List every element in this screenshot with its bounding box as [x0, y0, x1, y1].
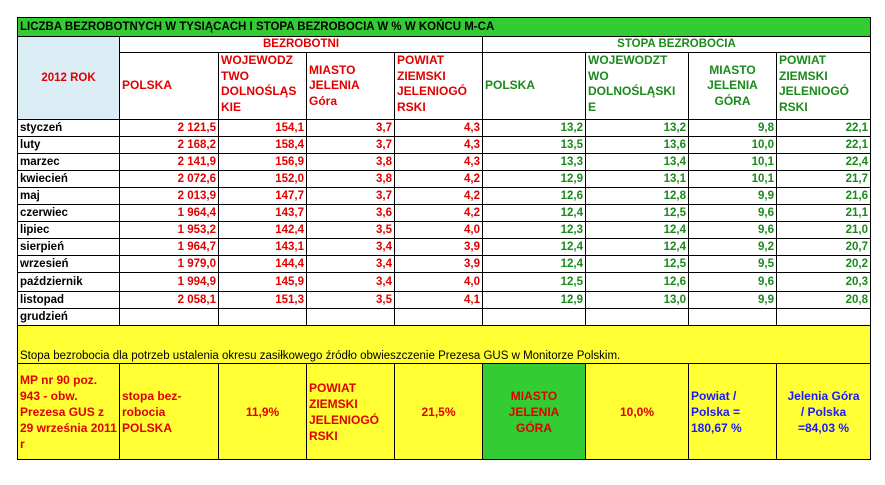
value-cell: 20,3	[777, 273, 871, 292]
powiat-rate-label: POWIAT ZIEMSKI JELENIOGÓ RSKI	[307, 364, 395, 460]
value-cell: 20,7	[777, 239, 871, 256]
value-cell: 158,4	[219, 137, 307, 154]
powiat-polska-ratio: Powiat / Polska = 180,67 %	[689, 364, 777, 460]
col-header-b-powiat: POWIAT ZIEMSKI JELENIOGÓ RSKI	[395, 53, 483, 120]
col-header-s-polska-label: POLSKA	[485, 78, 536, 93]
table-row	[18, 309, 871, 326]
value-cell: 3,5	[307, 222, 395, 239]
value-cell: 143,1	[219, 239, 307, 256]
month-cell: kwiecień	[18, 171, 120, 188]
month-cell: maj	[18, 188, 120, 205]
value-cell: 12,6	[483, 188, 586, 205]
value-cell: 12,3	[483, 222, 586, 239]
value-cell: 3,5	[307, 292, 395, 309]
value-cell: 12,4	[483, 239, 586, 256]
value-cell: 3,8	[307, 154, 395, 171]
miasto-rate-label: MIASTO JELENIA GÓRA	[483, 364, 586, 460]
value-cell: 12,4	[586, 239, 689, 256]
table-row	[18, 120, 871, 137]
value-cell: 21,7	[777, 171, 871, 188]
value-cell: 1 953,2	[120, 222, 219, 239]
note-text: Stopa bezrobocia dla potrzeb ustalenia okresu zasiłkowego źródło obwieszczenie Prezesa GUS w Monitorze Polskim.	[18, 326, 871, 364]
value-cell: 9,9	[689, 292, 777, 309]
value-cell: 4,2	[395, 171, 483, 188]
value-cell: 12,9	[483, 171, 586, 188]
month-cell: czerwiec	[18, 205, 120, 222]
value-cell	[120, 309, 219, 326]
value-cell: 3,9	[395, 239, 483, 256]
value-cell	[689, 309, 777, 326]
month-cell: grudzień	[18, 309, 120, 326]
value-cell: 142,4	[219, 222, 307, 239]
value-cell: 3,9	[395, 256, 483, 273]
value-cell: 13,1	[586, 171, 689, 188]
value-cell	[586, 309, 689, 326]
value-cell: 13,5	[483, 137, 586, 154]
value-cell: 21,1	[777, 205, 871, 222]
table-title: LICZBA BEZROBOTNYCH W TYSIĄCACH I STOPA BEZROBOCIA W % W KOŃCU M-CA	[18, 18, 871, 37]
value-cell: 156,9	[219, 154, 307, 171]
col-header-s-miasto: MIASTO JELENIA GÓRA	[689, 53, 777, 120]
value-cell: 13,3	[483, 154, 586, 171]
value-cell: 13,6	[586, 137, 689, 154]
value-cell: 3,8	[307, 171, 395, 188]
source-cell: MP nr 90 poz. 943 - obw. Prezesa GUS z 29 września 2011 r	[18, 364, 120, 460]
value-cell: 145,9	[219, 273, 307, 292]
table-row	[18, 205, 871, 222]
value-cell: 12,4	[483, 256, 586, 273]
month-cell: lipiec	[18, 222, 120, 239]
col-header-b-woj: WOJEWODZ TWO DOLNOŚLĄS KIE	[219, 53, 307, 120]
month-cell: sierpień	[18, 239, 120, 256]
value-cell: 9,5	[689, 256, 777, 273]
value-cell: 1 994,9	[120, 273, 219, 292]
value-cell: 12,9	[483, 292, 586, 309]
value-cell: 10,0	[689, 137, 777, 154]
value-cell: 12,4	[483, 205, 586, 222]
value-cell: 4,0	[395, 273, 483, 292]
jelenia-gora-polska-ratio: Jelenia Góra / Polska =84,03 %	[777, 364, 871, 460]
value-cell	[219, 309, 307, 326]
value-cell: 4,3	[395, 120, 483, 137]
table-row	[18, 154, 871, 171]
col-header-s-polska	[483, 53, 586, 120]
value-cell: 9,9	[689, 188, 777, 205]
value-cell: 144,4	[219, 256, 307, 273]
powiat-rate-value: 21,5%	[395, 364, 483, 460]
value-cell: 4,2	[395, 205, 483, 222]
value-cell: 147,7	[219, 188, 307, 205]
miasto-rate-value: 10,0%	[586, 364, 689, 460]
polska-rate-label: stopa bez-robocia POLSKA	[120, 364, 219, 460]
value-cell: 3,4	[307, 239, 395, 256]
value-cell: 2 072,6	[120, 171, 219, 188]
value-cell: 10,1	[689, 154, 777, 171]
value-cell: 10,1	[689, 171, 777, 188]
value-cell: 22,1	[777, 120, 871, 137]
year-label: 2012 ROK	[18, 37, 120, 120]
value-cell: 12,5	[586, 205, 689, 222]
value-cell: 9,6	[689, 222, 777, 239]
col-header-b-polska	[120, 53, 219, 120]
value-cell: 4,1	[395, 292, 483, 309]
value-cell: 3,7	[307, 188, 395, 205]
value-cell: 12,4	[586, 222, 689, 239]
table-row	[18, 273, 871, 292]
value-cell: 4,3	[395, 137, 483, 154]
value-cell: 3,4	[307, 256, 395, 273]
value-cell: 2 058,1	[120, 292, 219, 309]
col-header-s-powiat: POWIAT ZIEMSKI JELENIOGÓ RSKI	[777, 53, 871, 120]
table-row	[18, 239, 871, 256]
value-cell: 22,1	[777, 137, 871, 154]
table-row	[18, 222, 871, 239]
value-cell: 154,1	[219, 120, 307, 137]
col-header-s-woj: WOJEWODZT WO DOLNOŚLĄSKI E	[586, 53, 689, 120]
value-cell: 1 964,7	[120, 239, 219, 256]
table-row	[18, 188, 871, 205]
value-cell: 12,5	[483, 273, 586, 292]
value-cell: 9,6	[689, 205, 777, 222]
value-cell: 151,3	[219, 292, 307, 309]
group-header-bezrobotni: BEZROBOTNI	[120, 37, 483, 53]
month-cell: luty	[18, 137, 120, 154]
table-row	[18, 292, 871, 309]
table-row	[18, 137, 871, 154]
value-cell	[395, 309, 483, 326]
month-cell: styczeń	[18, 120, 120, 137]
value-cell: 20,2	[777, 256, 871, 273]
value-cell: 21,0	[777, 222, 871, 239]
table-row	[18, 171, 871, 188]
value-cell: 20,8	[777, 292, 871, 309]
group-header-stopa: STOPA BEZROBOCIA	[483, 37, 871, 53]
value-cell: 22,4	[777, 154, 871, 171]
month-cell: październik	[18, 273, 120, 292]
value-cell: 9,2	[689, 239, 777, 256]
value-cell: 9,6	[689, 273, 777, 292]
polska-rate-value: 11,9%	[219, 364, 307, 460]
value-cell: 12,8	[586, 188, 689, 205]
value-cell: 3,4	[307, 273, 395, 292]
value-cell: 3,7	[307, 137, 395, 154]
month-cell: wrzesień	[18, 256, 120, 273]
col-header-b-polska-label: POLSKA	[122, 78, 173, 93]
month-cell: listopad	[18, 292, 120, 309]
table-row	[18, 256, 871, 273]
value-cell: 3,6	[307, 205, 395, 222]
value-cell: 12,5	[586, 256, 689, 273]
col-header-b-miasto: MIASTO JELENIA Góra	[307, 53, 395, 120]
value-cell	[483, 309, 586, 326]
value-cell: 13,0	[586, 292, 689, 309]
month-cell: marzec	[18, 154, 120, 171]
value-cell: 13,2	[586, 120, 689, 137]
value-cell: 13,2	[483, 120, 586, 137]
value-cell: 13,4	[586, 154, 689, 171]
value-cell: 4,2	[395, 188, 483, 205]
value-cell: 4,3	[395, 154, 483, 171]
value-cell: 9,8	[689, 120, 777, 137]
value-cell: 2 141,9	[120, 154, 219, 171]
value-cell: 152,0	[219, 171, 307, 188]
value-cell	[307, 309, 395, 326]
value-cell: 3,7	[307, 120, 395, 137]
value-cell: 2 168,2	[120, 137, 219, 154]
value-cell: 21,6	[777, 188, 871, 205]
value-cell: 2 013,9	[120, 188, 219, 205]
value-cell: 1 979,0	[120, 256, 219, 273]
unemployment-table	[17, 17, 871, 460]
value-cell: 1 964,4	[120, 205, 219, 222]
value-cell: 143,7	[219, 205, 307, 222]
value-cell	[777, 309, 871, 326]
value-cell: 4,0	[395, 222, 483, 239]
value-cell: 12,6	[586, 273, 689, 292]
value-cell: 2 121,5	[120, 120, 219, 137]
